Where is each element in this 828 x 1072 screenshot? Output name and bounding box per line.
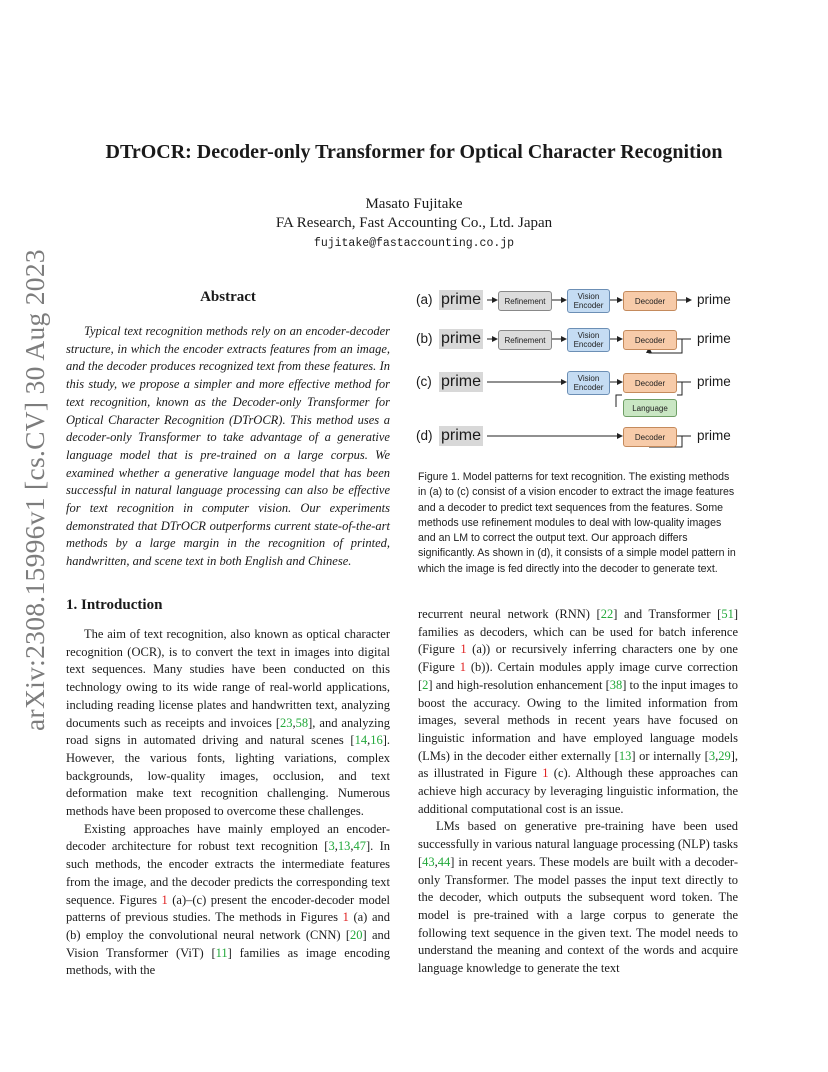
citation-link[interactable]: 3 (328, 839, 335, 854)
figure-row-b-input-image: prime (441, 330, 482, 347)
figure-row-c-decoder-box: Decoder (623, 373, 677, 393)
figure-row-c-label: (c) (416, 374, 432, 389)
author-name: Masato Fujitake (365, 196, 463, 212)
figure-row-c-output-text: prime (697, 374, 731, 389)
author-affiliation: FA Research, Fast Accounting Co., Ltd. Japan (275, 215, 553, 231)
figure-row-c-vision-encoder-box: Vision Encoder (567, 371, 610, 395)
citation-link[interactable]: 58 (295, 715, 309, 730)
figure-1-caption: Figure 1. Model patterns for text recognition. The existing methods in (a) to (c) consist of a vision encoder to extract the image features and a decoder to predict text sequences from the features. Some methods use refinement modules to deal with low-quality images and an LM to correct the output text. Our approach differs significantly. As shown in (d), it consists of a simple model pattern in which the image is fed directly into the decoder to generate text. (418, 471, 736, 575)
figure-link[interactable]: 1 (460, 642, 467, 657)
figure-row-b-decoder-box: Decoder (623, 330, 677, 350)
figure-1 (414, 285, 744, 450)
citation-link[interactable]: 11 (215, 945, 228, 960)
abstract-body (66, 323, 390, 571)
figure-row-b-vision-encoder-box: Vision Encoder (567, 328, 610, 352)
figure-row-c-input-image: prime (441, 373, 482, 390)
figure-row-a-refinement-box: Refinement (498, 291, 552, 311)
paper-title: DTrOCR: Decoder-only Transformer for Optical Character Recognition (105, 141, 723, 163)
figure-row-c-language-box: Language (623, 399, 677, 417)
intro-paragraph-4: LMs based on generative pre-training have been used successfully in various natural language processing (NLP) tasks [43,44] in recent years. These models are built with a decoder-only Transformer. The model passes the input text directly to the decoder, which outputs the subsequent word token. The model is pre-trained with a large corpus to generate the following text sequence in the given text. The model needs to understand the meaning and context of the words and acquire language knowledge to generate the text (418, 819, 738, 976)
figure-link[interactable]: 1 (161, 892, 168, 907)
abstract-heading: Abstract (200, 289, 256, 305)
author-email: fujitake@fastaccounting.co.jp (313, 237, 515, 250)
figure-row-d-input-image: prime (441, 427, 482, 444)
citation-link[interactable]: 16 (370, 733, 383, 748)
figure-link[interactable]: 1 (342, 910, 349, 925)
citation-link[interactable]: 2 (422, 677, 429, 692)
citation-link[interactable]: 3 (708, 748, 716, 763)
figure-row-d-decoder-box: Decoder (623, 427, 677, 447)
citation-link[interactable]: 47 (353, 839, 366, 854)
figure-row-a-output-text: prime (697, 292, 731, 307)
figure-row-a-vision-encoder-box: Vision Encoder (567, 289, 610, 313)
citation-link[interactable]: 29 (718, 748, 731, 763)
intro-paragraph-1: The aim of text recognition, also known as optical character recognition (OCR), is to convert the text in images into digital text sequences. Many studies have been conducted on this technology owing to its wide range of real-world applications, including reading license plates and handwritten text, analyzing documents such as receipts and invoices [23,58], and analyzing road signs in automated driving and natural scenes [14,16]. However, the various fonts, lighting variations, complex backgrounds, low-quality images, occlusion, and text deformation make text recognition challenging. Numerous methods have been proposed to overcome these challenges. (66, 627, 390, 819)
figure-row-b-refinement-box: Refinement (498, 330, 552, 350)
citation-link[interactable]: 13 (337, 839, 351, 854)
figure-row-a-decoder-box: Decoder (623, 291, 677, 311)
abstract-paragraph: Typical text recognition methods rely on an encoder-decoder structure, in which the encoder extracts features from an image, and the decoder produces recognized text from these features. In this study, we propose a simpler and more effective method for text recognition, known as the Decoder-only Transformer for Optical Character Recognition (DTrOCR). This method uses a decoder-only Transformer to take advantage of a generative language model that is pre-trained on a large corpus. We examined whether a generative language model that has been successful in natural language processing can also be effective for text recognition in computer vision. Our experiments demonstrated that DTrOCR outperforms current state-of-the-art methods by a large margin in the recognition of printed, handwritten, and scene text in both English and Chinese. (66, 324, 390, 569)
right-column-body (418, 606, 738, 978)
figure-row-d-label: (d) (416, 428, 433, 443)
citation-link[interactable]: 20 (350, 927, 363, 942)
arxiv-side-stamp (13, 249, 57, 731)
left-column-body (66, 626, 390, 980)
figure-link[interactable]: 1 (542, 766, 549, 781)
figure-link[interactable]: 1 (459, 660, 466, 675)
citation-link[interactable]: 13 (618, 748, 632, 763)
intro-paragraph-2: Existing approaches have mainly employed an encoder-decoder architecture for robust text recognition [3,13,47]. In such methods, the encoder extracts the intermediate features from the image, and the decoder predicts the corresponding text sequence. Figures 1 (a)–(c) present the encoder-decoder model patterns of previous studies. The methods in Figures 1 (a) and (b) employ the convolutional neural network (CNN) [20] and Vision Transformer (ViT) [11] families as image encoding methods, with the (66, 821, 391, 978)
figure-row-d-output-text: prime (697, 428, 731, 443)
figure-row-a-input-image: prime (441, 291, 482, 308)
intro-paragraph-3: recurrent neural network (RNN) [22] and Transformer [51] families as decoders, which can be used for batch inference (Figure 1 (a)) or recursively inferring characters one by one (Figure 1 (b)). Certain modules apply image curve correction [2] and high-resolution enhancement [38] to the input images to boost the accuracy. Owing to the limited information from images, several methods in recent years have focused on linguistic information and have employed language models (LMs) in the decoder either externally [13] or internally [3,29], as illustrated in Figure 1 (c). Although these approaches can achieve high accuracy by leveraging linguistic information, the additional computational cost is an issue. (418, 607, 738, 816)
citation-link[interactable]: 22 (600, 607, 614, 621)
citation-link[interactable]: 23 (280, 715, 293, 730)
arxiv-identifier: arXiv:2308.15996v1 [cs.CV] 30 Aug 2023 (19, 249, 50, 731)
citation-link[interactable]: 43 (422, 854, 435, 869)
citation-link[interactable]: 14 (354, 733, 368, 748)
figure-row-a-label: (a) (416, 292, 433, 307)
section-heading-introduction: 1. Introduction (66, 597, 163, 613)
citation-link[interactable]: 44 (437, 854, 451, 869)
figure-row-b-output-text: prime (697, 331, 731, 346)
figure-row-b-label: (b) (416, 331, 433, 346)
citation-link[interactable]: 51 (721, 607, 734, 621)
citation-link[interactable]: 38 (609, 677, 623, 692)
